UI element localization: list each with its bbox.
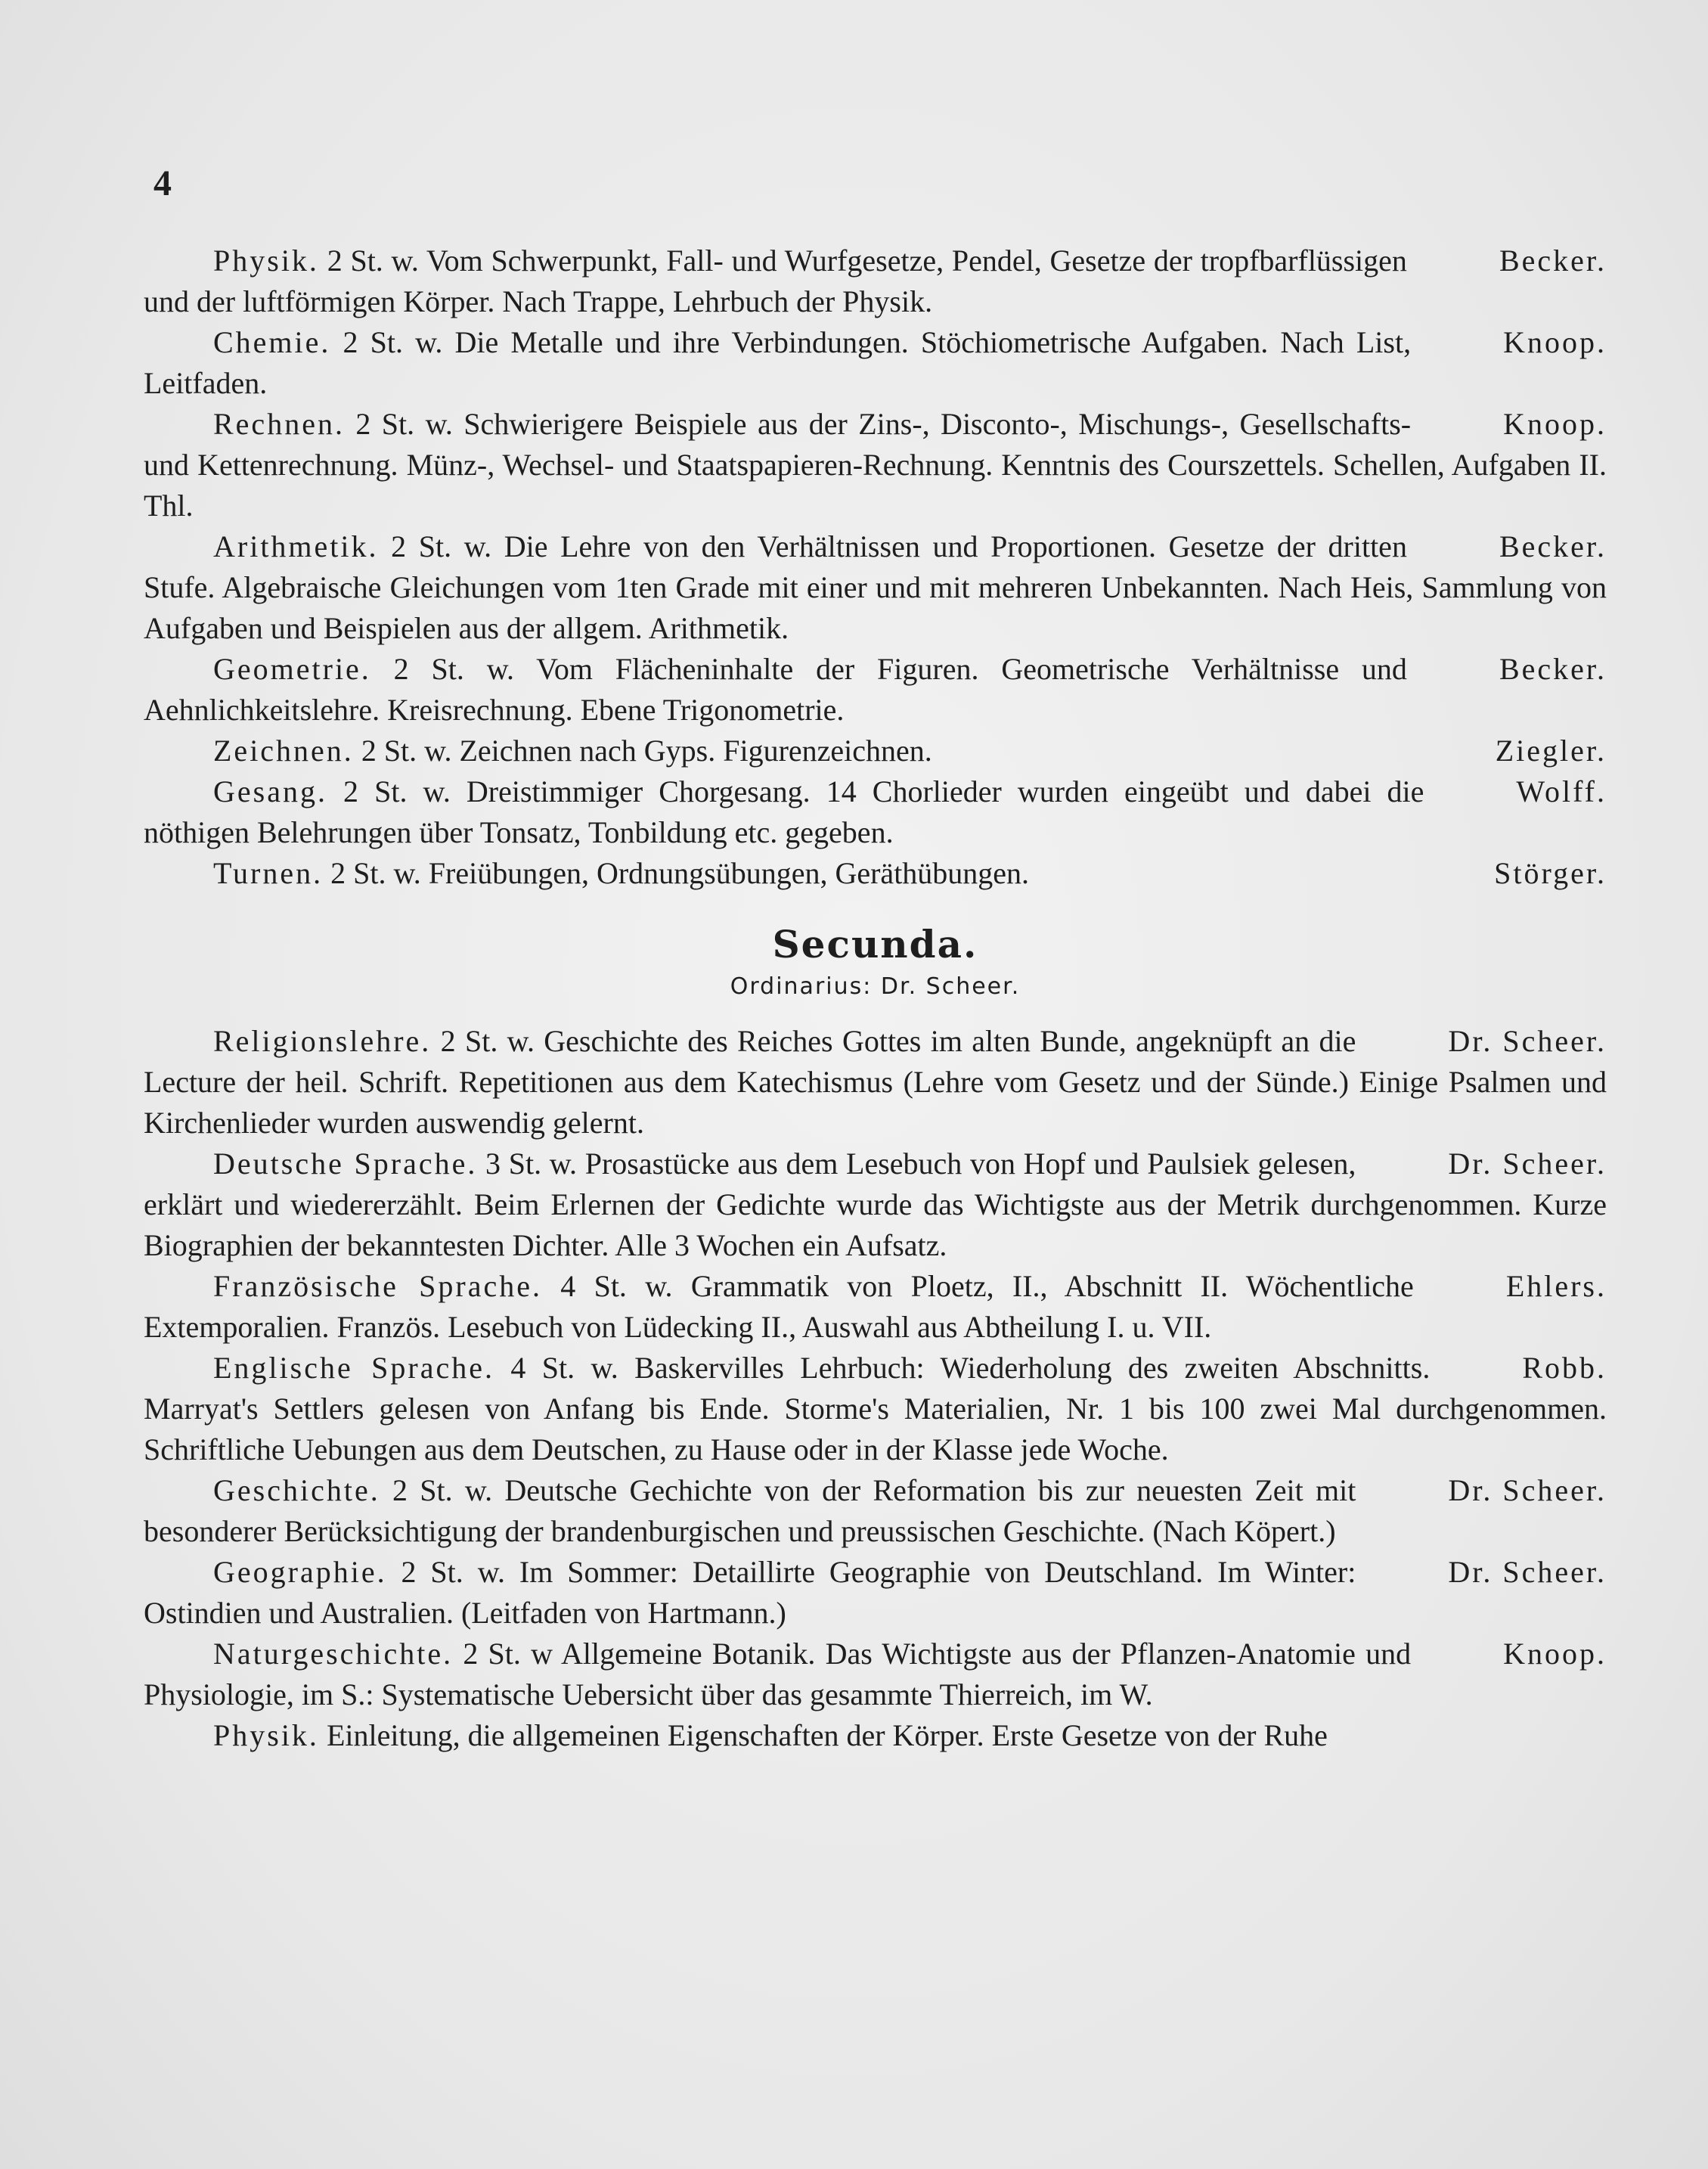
paragraph-franzoesische-sprache	[144, 1266, 1607, 1348]
subject-name: Naturgeschichte.	[213, 1637, 454, 1671]
paragraph-geschichte	[144, 1470, 1607, 1552]
teacher-name: Becker.	[1499, 652, 1607, 686]
paragraph-text: Einleitung, die allgemeinen Eigenschaften der Körper. Erste Gesetze von der Ruhe	[318, 1718, 1328, 1752]
teacher-name: Dr. Scheer.	[1448, 1473, 1607, 1507]
paragraph-turnen	[144, 853, 1607, 894]
teacher-name: Knoop.	[1503, 1637, 1607, 1671]
paragraph-text: 3 St. w. Prosastücke aus dem Lesebuch von Hopf und Paulsiek gelesen, erklärt und wiedererzählt. Beim Erlernen der Gedichte wurde das Wichtigste aus der Metrik durchgenommen. Kurze Biographien der bekanntesten Dichter. Alle 3 Wochen ein Aufsatz.	[144, 1147, 1607, 1262]
subject-name: Gesang.	[213, 774, 327, 808]
subject-name: Geschichte.	[213, 1473, 380, 1507]
subject-name: Geographie.	[213, 1555, 387, 1589]
paragraph-gesang	[144, 771, 1607, 853]
body-text	[144, 240, 1607, 1756]
teacher-name: Becker.	[1499, 244, 1607, 278]
paragraph-physik-secunda	[144, 1715, 1607, 1756]
paragraph-text: 2 St. w. Im Sommer: Detaillirte Geographie von Deutschland. Im Winter: Ostindien und Australien. (Leitfaden von Hartmann.)	[144, 1555, 1356, 1630]
paragraph-text: 2 St. w. Deutsche Gechichte von der Reformation bis zur neuesten Zeit mit besonderer Berücksichtigung der brandenburgischen und preussischen Geschichte. (Nach Köpert.)	[144, 1473, 1356, 1548]
teacher-name: Ehlers.	[1505, 1269, 1607, 1303]
paragraph-naturgeschichte	[144, 1634, 1607, 1715]
paragraph-physik	[144, 240, 1607, 322]
paragraph-arithmetik	[144, 526, 1607, 649]
subject-name: Englische Sprache.	[213, 1351, 494, 1385]
paragraph-zeichnen	[144, 731, 1607, 771]
teacher-name: Störger.	[1494, 856, 1607, 890]
paragraph-text: 2 St. w. Geschichte des Reiches Gottes im alten Bunde, angeknüpft an die Lecture der heil. Schrift. Repetitionen aus dem Katechismus (Lehre vom Gesetz und der Sünde.) Einige Psalmen und Kirchenlieder wurden auswendig gelernt.	[144, 1024, 1607, 1140]
paragraph-text: 2 St. w. Die Lehre von den Verhältnissen und Proportionen. Gesetze der dritten Stufe. Algebraische Gleichungen vom 1ten Grade mit einer und mit mehreren Unbekannten. Nach Heis, Sammlung von Aufgaben und Beispielen aus der allgem. Arithmetik.	[144, 529, 1607, 645]
paragraph-text: 2 St. w. Vom Flächeninhalte der Figuren. Geometrische Verhältnisse und Aehnlichkeitslehre. Kreisrechnung. Ebene Trigonometrie.	[144, 652, 1407, 727]
paragraph-text: 4 St. w. Baskervilles Lehrbuch: Wiederholung des zweiten Abschnitts. Marryat's Settlers gelesen von Anfang bis Ende. Storme's Materialien, Nr. 1 bis 100 zwei Mal durchgenommen. Schriftliche Uebungen aus dem Deutschen, zu Hause oder in der Klasse jede Woche.	[144, 1351, 1607, 1466]
teacher-name: Becker.	[1499, 529, 1607, 563]
paragraph-text: 2 St. w. Dreistimmiger Chorgesang. 14 Chorlieder wurden eingeübt und dabei die nöthigen Belehrungen über Tonsatz, Tonbildung etc. gegeben.	[144, 774, 1424, 849]
subject-name: Chemie.	[213, 325, 331, 359]
paragraph-deutsche-sprache	[144, 1143, 1607, 1266]
subject-name: Zeichnen.	[213, 734, 354, 768]
paragraph-text: 2 St. w. Schwierigere Beispiele aus der Zins-, Disconto-, Mischungs-, Gesellschafts- und Kettenrechnung. Münz-, Wechsel- und Staatspapieren-Rechnung. Kenntnis des Courszettels. Schellen, Aufgaben II. Thl.	[144, 407, 1607, 523]
subject-name: Religionslehre.	[213, 1024, 432, 1058]
paragraph-geographie	[144, 1552, 1607, 1634]
subject-name: Französische Sprache.	[213, 1269, 542, 1303]
paragraph-text: 2 St. w. Vom Schwerpunkt, Fall- und Wurfgesetze, Pendel, Gesetze der tropfbarflüssigen und der luftförmigen Körper. Nach Trappe, Lehrbuch der Physik.	[144, 244, 1407, 318]
paragraph-text: 2 St. w. Die Metalle und ihre Verbindungen. Stöchiometrische Aufgaben. Nach List, Leitfaden.	[144, 325, 1412, 400]
section-title: Secunda.	[772, 922, 978, 967]
teacher-name: Knoop.	[1503, 407, 1607, 441]
paragraph-geometrie	[144, 649, 1607, 731]
teacher-name: Dr. Scheer.	[1448, 1555, 1607, 1589]
page-number: 4	[153, 163, 172, 203]
subject-name: Rechnen.	[213, 407, 345, 441]
subject-name: Physik.	[213, 244, 319, 278]
paragraph-englische-sprache	[144, 1348, 1607, 1470]
subject-name: Turnen.	[213, 856, 324, 890]
paragraph-chemie	[144, 322, 1607, 404]
paragraph-text: 4 St. w. Grammatik von Ploetz, II., Abschnitt II. Wöchentliche Extemporalien. Französ. Lesebuch von Lüdecking II., Auswahl aus Abtheilung I. u. VII.	[144, 1269, 1414, 1344]
teacher-name: Dr. Scheer.	[1448, 1147, 1607, 1181]
subject-name: Geometrie.	[213, 652, 371, 686]
teacher-name: Robb.	[1522, 1351, 1607, 1385]
paragraph-text: 2 St. w. Freiübungen, Ordnungsübungen, Geräthübungen.	[323, 856, 1030, 890]
subject-name: Physik.	[213, 1718, 319, 1752]
teacher-name: Knoop.	[1503, 325, 1607, 359]
paragraph-rechnen	[144, 404, 1607, 526]
paragraph-text: 2 St. w. Zeichnen nach Gyps. Figurenzeichnen.	[353, 734, 932, 768]
teacher-name: Wolff.	[1516, 774, 1607, 808]
upper-section	[144, 240, 1607, 894]
teacher-name: Dr. Scheer.	[1448, 1024, 1607, 1058]
secunda-section	[144, 1021, 1607, 1756]
subject-name: Arithmetik.	[213, 529, 379, 563]
teacher-name: Ziegler.	[1495, 734, 1607, 768]
subject-name: Deutsche Sprache.	[213, 1147, 478, 1181]
ordinarius-line: Ordinarius: Dr. Scheer.	[730, 973, 1021, 1000]
paragraph-text: 2 St. w Allgemeine Botanik. Das Wichtigste aus der Pflanzen-Anatomie und Physiologie, im S.: Systematische Uebersicht über das gesammte Thierreich, im W.	[144, 1637, 1412, 1711]
paragraph-religionslehre	[144, 1021, 1607, 1143]
